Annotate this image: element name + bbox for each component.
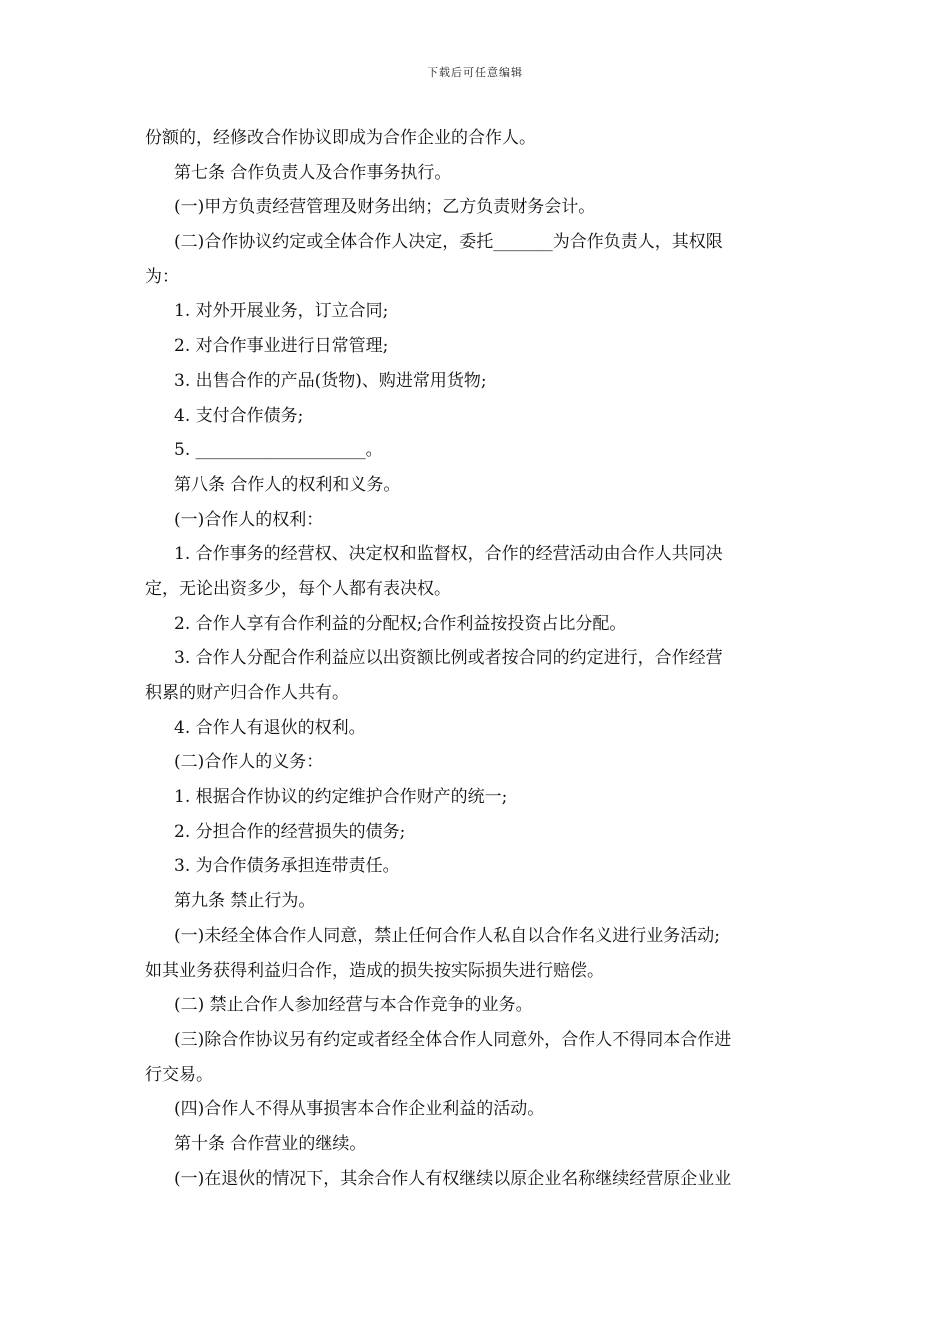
paragraph-line: (二)合作人的义务： (174, 752, 324, 773)
list-item: 3. 合作人分配合作利益应以出资额比例或者按合同的约定进行，合作经营 (174, 648, 723, 669)
paragraph-line: (四)合作人不得从事损害本合作企业利益的活动。 (174, 1099, 545, 1120)
list-item: 5. ____________________。 (174, 440, 383, 461)
list-item: 1. 根据合作协议的约定维护合作财产的统一; (174, 787, 508, 808)
paragraph-line: 行交易。 (145, 1064, 213, 1085)
paragraph-line: (一)未经全体合作人同意，禁止任何合作人私自以合作名义进行业务活动; (174, 925, 720, 946)
list-item: 4. 支付合作债务; (174, 405, 304, 426)
paragraph-line: (二)合作协议约定或全体合作人决定，委托_______为合作负责人，其权限 (174, 232, 723, 253)
article-heading: 第九条 禁止行为。 (174, 891, 316, 912)
list-item: 4. 合作人有退伙的权利。 (174, 717, 366, 738)
paragraph-line: (三)除合作协议另有约定或者经全体合作人同意外，合作人不得同本合作进 (174, 1029, 732, 1050)
paragraph-line: (一)在退伙的情况下，其余合作人有权继续以原企业名称继续经营原企业业 (174, 1168, 732, 1189)
paragraph-line: (二) 禁止合作人参加经营与本合作竞争的业务。 (174, 995, 533, 1016)
list-item: 2. 合作人享有合作利益的分配权;合作利益按投资占比分配。 (174, 613, 627, 634)
paragraph-line: (一)甲方负责经营管理及财务出纳；乙方负责财务会计。 (174, 197, 596, 218)
document-body (145, 121, 810, 1196)
paragraph-line: (一)合作人的权利： (174, 509, 324, 530)
list-item: 2. 对合作事业进行日常管理; (174, 336, 389, 357)
page-header: 下载后可任意编辑 (427, 66, 523, 79)
article-heading: 第十条 合作营业的继续。 (174, 1133, 367, 1154)
paragraph-line: 如其业务获得利益归合作，造成的损失按实际损失进行赔偿。 (145, 960, 604, 981)
article-heading: 第八条 合作人的权利和义务。 (174, 474, 401, 495)
paragraph-line: 定，无论出资多少，每个人都有表决权。 (145, 578, 451, 599)
paragraph-line: 为： (145, 266, 179, 287)
paragraph-line: 积累的财产归合作人共有。 (145, 683, 349, 703)
list-item: 1. 对外开展业务，订立合同; (174, 301, 389, 322)
list-item: 3. 出售合作的产品(货物)、购进常用货物; (174, 370, 487, 391)
list-item: 3. 为合作债务承担连带责任。 (174, 856, 400, 877)
paragraph-line: 份额的，经修改合作协议即成为合作企业的合作人。 (145, 128, 536, 148)
list-item: 2. 分担合作的经营损失的债务; (174, 821, 406, 842)
article-heading: 第七条 合作负责人及合作事务执行。 (174, 162, 452, 183)
list-item: 1. 合作事务的经营权、决定权和监督权，合作的经营活动由合作人共同决 (174, 544, 723, 565)
